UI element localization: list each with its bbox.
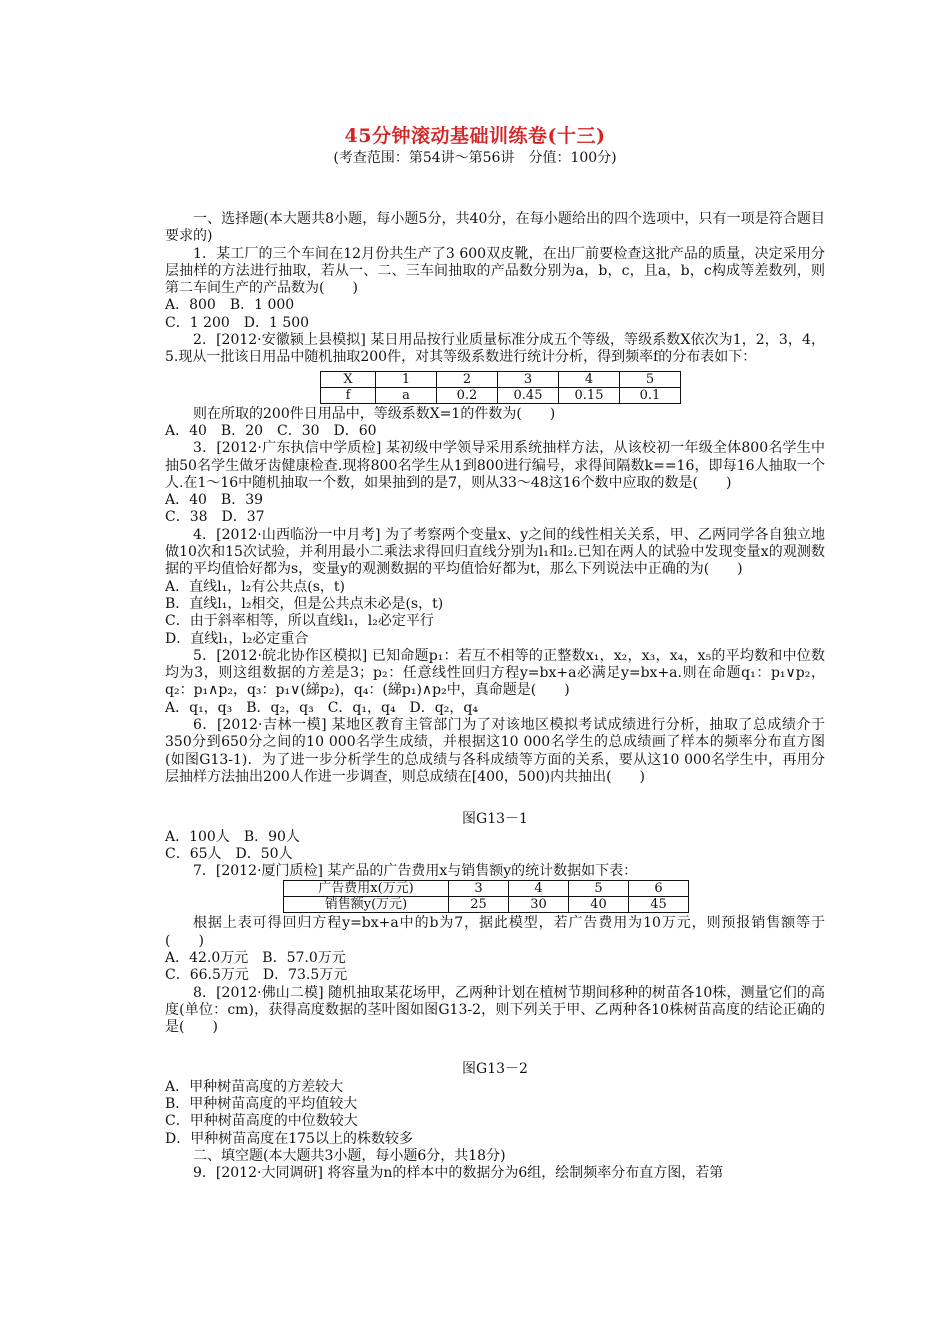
table-cell: 6 [629, 881, 689, 897]
table-cell: 25 [449, 897, 509, 913]
q8-option-b: B．甲种树苗高度的平均值较大 [165, 1096, 358, 1113]
q6-figure-caption: 图G13－1 [462, 811, 528, 828]
table-cell: 0.2 [437, 387, 498, 403]
figure-placeholder [165, 786, 825, 811]
q3-stem: 3．[2012·广东执信中学质检] 某初级中学领导采用系统抽样方法，从该校初一年级全体800名学生中抽50名学生做牙齿健康检查.现将800名学生从1到800进行编号，求得间隔数k==16，即每16人抽取一个人.在1～16中随机抽取一个数，如果抽到的是7，则从33～48这16个数中应取的数是( ) [165, 440, 825, 491]
table-cell: 1 [376, 371, 437, 387]
table-cell: 4 [559, 371, 620, 387]
q1-options-cd: C．1 200 D．1 500 [165, 314, 310, 331]
table-cell: 30 [509, 897, 569, 913]
table-cell: 40 [569, 897, 629, 913]
table-cell: 0.45 [498, 387, 559, 403]
q8-option-d: D．甲种树苗高度在175以上的株数较多 [165, 1130, 413, 1147]
table-cell: 5 [569, 881, 629, 897]
q6-options-cd: C．65人 D．50人 [165, 845, 293, 862]
q3-options-ab: A．40 B．39 [165, 492, 264, 509]
q6-stem: 6．[2012·吉林一模] 某地区教育主管部门为了对该地区模拟考试成绩进行分析，抽取了总成绩介于350分到650分之间的10 000名学生成绩，并根据这10 000名学生的总成绩画了样本的频率分布直方图(如图G13-1)．为了进一步分析学生的总成绩与各科成绩等方面的关系，要从这10 000名学生中，再用分层抽样方法抽出200人作进一步调查，则总成绩在[400，500)内共抽出( ) [165, 717, 825, 785]
exam-body [165, 211, 825, 1183]
q4-stem: 4．[2012·山西临汾一中月考] 为了考察两个变量x、y之间的线性相关关系，甲、乙两同学各自独立地做10次和15次试验，并利用最小二乘法求得回归直线分别为l₁和l₂.已知在两人的试验中发现变量x的观测数据的平均值恰好都为s，变量y的观测数据的平均值恰好都为t，那么下列说法中正确的为( ) [165, 526, 825, 578]
section-choice-heading: 一、选择题(本大题共8小题，每小题5分，共40分，在每小题给出的四个选项中，只有一项是符合题目要求的) [165, 211, 825, 245]
figure-placeholder [165, 1036, 825, 1061]
q8-option-a: A．甲种树苗高度的方差较大 [165, 1078, 344, 1095]
exam-title: 45分钟滚动基础训练卷(十三) [344, 125, 606, 147]
q7-after-table: 根据上表可得回归方程y=bx+a中的b为7，据此模型，若广告费用为10万元，则预报销售额等于( ) [165, 915, 825, 949]
q4-option-b: B．直线l₁，l₂相交，但是公共点未必是(s，t) [165, 595, 444, 612]
table-cell: 3 [498, 371, 559, 387]
table-cell: X [321, 371, 376, 387]
table-cell: 5 [620, 371, 681, 387]
table-cell: a [376, 387, 437, 403]
exam-subtitle: (考查范围：第54讲～第56讲 分值：100分) [333, 150, 617, 166]
q8-option-c: C．甲种树苗高度的中位数较大 [165, 1113, 358, 1130]
q7-stem: 7．[2012·厦门质检] 某产品的广告费用x与销售额y的统计数据如下表： [193, 863, 638, 880]
table-cell: 广告费用x(万元) [284, 881, 449, 897]
table-cell: 4 [509, 881, 569, 897]
table-cell: f [321, 387, 376, 403]
q8-figure-caption: 图G13－2 [462, 1061, 528, 1078]
table-cell: 2 [437, 371, 498, 387]
q5-stem: 5．[2012·皖北协作区模拟] 已知命题p₁：若互不相等的正整数x₁，x₂，x₃，x₄，x₅的平均数和中位数均为3，则这组数据的方差是3；p₂：任意线性回归方程y=bx+a必满足y=bx+a.则在命题q₁：p₁∨p₂，q₂：p₁∧p₂，q₃：p₁∨(綈p₂)，q₄：(綈p₁)∧p₂中，真命题是( ) [165, 647, 825, 699]
table-cell: 销售额y(万元) [284, 897, 449, 913]
table-cell: 45 [629, 897, 689, 913]
q2-frequency-table [320, 371, 681, 404]
q8-stem: 8．[2012·佛山二模] 随机抽取某花场甲，乙两种计划在植树节期间移种的树苗各10株，测量它们的高度(单位：cm)，获得高度数据的茎叶图如图G13-2，则下列关于甲、乙两种各10株树苗高度的结论正确的是( ) [165, 984, 825, 1036]
table-cell: 3 [449, 881, 509, 897]
q2-stem: 2．[2012·安徽颍上县模拟] 某日用品按行业质量标准分成五个等级，等级系数X依次为1，2，3，4，5.现从一批该日用品中随机抽取200件，对其等级系数进行统计分析，得到频率f的分布表如下： [165, 332, 825, 366]
table-cell: 0.1 [620, 387, 681, 403]
q9-stem: 9．[2012·大同调研] 将容量为n的样本中的数据分为6组，绘制频率分布直方图，若第 [193, 1165, 724, 1182]
q4-option-c: C．由于斜率相等，所以直线l₁，l₂必定平行 [165, 613, 434, 630]
q7-data-table [283, 880, 689, 913]
q2-options: A．40 B．20 C．30 D．60 [165, 422, 377, 439]
section-fill-heading: 二、填空题(本大题共3小题，每小题6分，共18分) [193, 1147, 506, 1164]
table-cell: 0.15 [559, 387, 620, 403]
table-row [321, 387, 681, 403]
q1-options-ab: A．800 B．1 000 [165, 297, 295, 314]
table-row [284, 897, 689, 913]
table-row [284, 881, 689, 897]
q6-options-ab: A．100人 B．90人 [165, 828, 300, 845]
q7-options-cd: C．66.5万元 D．73.5万元 [165, 967, 348, 984]
q4-option-a: A．直线l₁，l₂有公共点(s，t) [165, 578, 346, 595]
q2-after-table: 则在所取的200件日用品中，等级系数X=1的件数为( ) [193, 405, 556, 422]
q1-stem: 1．某工厂的三个车间在12月份共生产了3 600双皮靴，在出厂前要检查这批产品的质量，决定采用分层抽样的方法进行抽取，若从一、二、三车间抽取的产品数分别为a，b，c，且a，b，c构成等差数列，则第二车间生产的产品数为( ) [165, 245, 825, 297]
table-row [321, 371, 681, 387]
q4-option-d: D．直线l₁，l₂必定重合 [165, 630, 309, 647]
q5-options: A．q₁，q₃ B．q₂，q₃ C．q₁，q₄ D．q₂，q₄ [165, 699, 478, 716]
q7-options-ab: A．42.0万元 B．57.0万元 [165, 949, 346, 966]
q3-options-cd: C．38 D．37 [165, 509, 265, 526]
